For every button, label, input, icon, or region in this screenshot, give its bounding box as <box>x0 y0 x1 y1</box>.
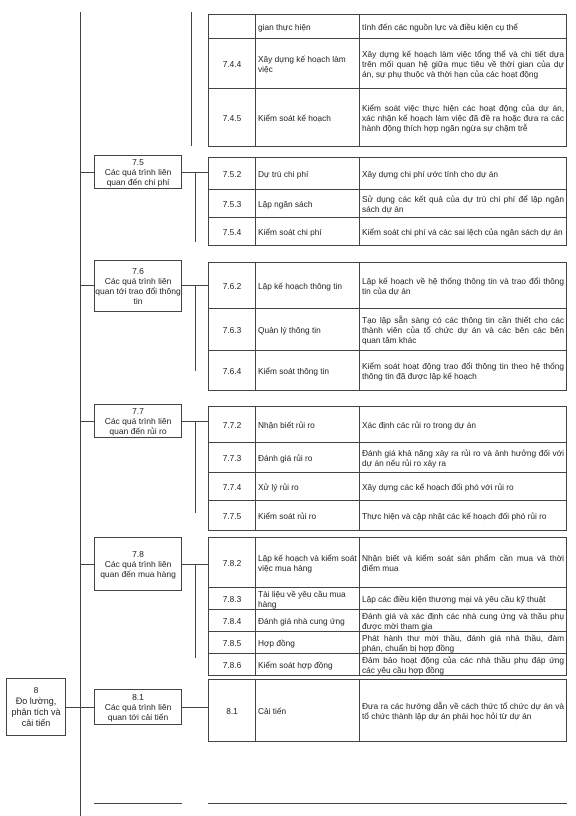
process-description: Phát hành thư mời thầu, đánh giá nhà thầu, đàm phán, chuẩn bị hợp đồng <box>360 632 567 654</box>
process-description: Đánh giá và xác định các nhà cung ứng và thầu phụ được mời tham gia <box>360 610 567 632</box>
table-row <box>209 89 567 147</box>
process-code: 7.5.4 <box>209 218 256 246</box>
process-name: Lập ngân sách <box>256 190 360 218</box>
process-table-7-5 <box>208 157 567 246</box>
process-description: tính đến các nguồn lực và điều kiện cụ thể <box>360 15 567 39</box>
process-code: 7.8.4 <box>209 610 256 632</box>
table-row <box>209 610 567 632</box>
process-description: Xây dựng chi phí ước tính cho dự án <box>360 158 567 190</box>
table-row <box>209 190 567 218</box>
process-description: Sử dụng các kết quả của dự trù chi phí để lập ngân sách dự án <box>360 190 567 218</box>
table-row <box>209 588 567 610</box>
group-number: 7.8 <box>132 549 144 559</box>
connector-line <box>80 564 94 565</box>
process-table-8-1 <box>208 679 567 742</box>
process-code: 7.6.2 <box>209 263 256 309</box>
process-code: 7.7.5 <box>209 501 256 531</box>
process-code: 7.5.2 <box>209 158 256 190</box>
process-code: 7.8.2 <box>209 538 256 588</box>
table-row <box>209 473 567 501</box>
group-title: Các quá trình liên quan tới trao đổi thông tin <box>95 276 181 306</box>
process-code: 7.8.3 <box>209 588 256 610</box>
connector-line <box>191 12 192 146</box>
process-description: Tạo lập sẵn sàng có các thông tin cần thiết cho các thành viên của tổ chức dự án và các bên các bên quan tâm khác <box>360 309 567 351</box>
group-number: 7.6 <box>132 266 144 276</box>
process-description: Đảm bảo hoạt động của các nhà thầu phụ đáp ứng các yêu cầu hợp đồng <box>360 654 567 676</box>
table-row <box>209 538 567 588</box>
process-description: Thực hiện và cập nhật các kế hoạch đối phó rủi ro <box>360 501 567 531</box>
process-description: Kiểm soát chi phí và các sai lệch của ngân sách dự án <box>360 218 567 246</box>
table-row <box>209 351 567 391</box>
connector-line <box>66 707 94 708</box>
process-code: 7.6.3 <box>209 309 256 351</box>
process-table-7-7 <box>208 406 567 531</box>
process-name: Xử lý rủi ro <box>256 473 360 501</box>
group-number: 7.5 <box>132 157 144 167</box>
table-row <box>209 309 567 351</box>
process-name: Lập kế hoạch thông tin <box>256 263 360 309</box>
process-description: Lập kế hoạch về hệ thống thông tin và trao đổi thông tin của dự án <box>360 263 567 309</box>
group-number: 8.1 <box>132 692 144 702</box>
process-table-7-8 <box>208 537 567 676</box>
process-code: 8.1 <box>209 680 256 742</box>
table-row <box>209 158 567 190</box>
process-code: 7.4.5 <box>209 89 256 147</box>
table-row <box>209 501 567 531</box>
process-description: Lập các điều kiện thương mại và yêu cầu kỹ thuật <box>360 588 567 610</box>
process-name: Kiểm soát hợp đồng <box>256 654 360 676</box>
group-box-7-6 <box>94 260 182 312</box>
process-name: Cải tiến <box>256 680 360 742</box>
process-name: Kiểm soát rủi ro <box>256 501 360 531</box>
process-name: Lập kế hoạch và kiểm soát việc mua hàng <box>256 538 360 588</box>
connector-line <box>80 421 94 422</box>
connector-line <box>182 707 208 708</box>
process-name: Tài liệu về yêu cầu mua hàng <box>256 588 360 610</box>
process-code: 7.7.4 <box>209 473 256 501</box>
connector-line <box>195 564 196 658</box>
group-title: Các quá trình liên quan đến rủi ro <box>104 416 172 436</box>
process-name: Đánh giá rủi ro <box>256 443 360 473</box>
process-description: Xây dựng các kế hoạch đối phó với rủi ro <box>360 473 567 501</box>
process-name: Kiểm soát thông tin <box>256 351 360 391</box>
group-box-7-8 <box>94 537 182 591</box>
table-row <box>209 680 567 742</box>
main-title: Đo lường, phân tích và cải tiến <box>11 696 61 728</box>
table-row <box>209 263 567 309</box>
process-name: gian thực hiện <box>256 15 360 39</box>
process-description: Xây dựng kế hoạch làm việc tổng thể và chi tiết dựa trên mối quan hệ giữa mục tiêu về thời gian của dự án, sự phụ thuộc và thời hạn của các hoạt động <box>360 39 567 89</box>
main-number: 8 <box>33 685 39 695</box>
process-description: Kiểm soát việc thực hiện các hoạt động của dự án, xác nhận kế hoạch làm việc đã đề ra hoặc đưa ra các hành động thích hợp ngăn ngừa sự chậm trễ <box>360 89 567 147</box>
table-row <box>209 632 567 654</box>
connector-line <box>80 285 94 286</box>
connector-line <box>80 172 94 173</box>
process-code: 7.5.3 <box>209 190 256 218</box>
process-code: 7.6.4 <box>209 351 256 391</box>
process-code: 7.8.5 <box>209 632 256 654</box>
process-description: Đánh giá khả năng xảy ra rủi ro và ảnh hưởng đối với dự án nếu rủi ro xảy ra <box>360 443 567 473</box>
process-description: Nhận biết và kiểm soát sản phẩm cần mua và thời điểm mua <box>360 538 567 588</box>
group-title: Các quá trình liên quan tới cải tiến <box>104 702 172 722</box>
process-name: Xây dựng kế hoạch làm việc <box>256 39 360 89</box>
process-name: Quản lý thông tin <box>256 309 360 351</box>
process-name: Dự trù chi phí <box>256 158 360 190</box>
process-code: 7.7.3 <box>209 443 256 473</box>
table-row <box>209 39 567 89</box>
process-name: Đánh giá nhà cung ứng <box>256 610 360 632</box>
table-row <box>209 407 567 443</box>
divider <box>208 803 567 804</box>
process-table-7-4 <box>208 14 567 147</box>
group-box-7-5 <box>94 155 182 189</box>
process-code: 7.7.2 <box>209 407 256 443</box>
group-title: Các quá trình liên quan đến mua hàng <box>100 559 176 579</box>
main-box-8 <box>6 678 66 736</box>
group-number: 7.7 <box>132 406 144 416</box>
table-row <box>209 218 567 246</box>
connector-line <box>195 172 196 242</box>
process-code: 7.4.4 <box>209 39 256 89</box>
table-row <box>209 15 567 39</box>
process-table-7-6 <box>208 262 567 391</box>
table-row <box>209 443 567 473</box>
group-box-8-1 <box>94 689 182 725</box>
process-code <box>209 15 256 39</box>
process-description: Xác định các rủi ro trong dự án <box>360 407 567 443</box>
process-code: 7.8.6 <box>209 654 256 676</box>
table-row <box>209 654 567 676</box>
connector-line <box>195 285 196 371</box>
group-box-7-7 <box>94 404 182 438</box>
process-description: Kiểm soát hoạt động trao đổi thông tin theo hệ thống thông tin đã được lập kế hoạch <box>360 351 567 391</box>
group-title: Các quá trình liên quan đến chi phí <box>104 167 172 187</box>
process-name: Hợp đồng <box>256 632 360 654</box>
process-description: Đưa ra các hướng dẫn về cách thức tổ chức dự án và tổ chức thành lập dự án phải học hỏi từ dự án <box>360 680 567 742</box>
process-name: Kiểm soát chi phí <box>256 218 360 246</box>
process-name: Kiểm soát kế hoạch <box>256 89 360 147</box>
process-name: Nhận biết rủi ro <box>256 407 360 443</box>
connector-line <box>195 421 196 513</box>
main-connector-line <box>80 12 81 816</box>
divider <box>94 803 182 804</box>
